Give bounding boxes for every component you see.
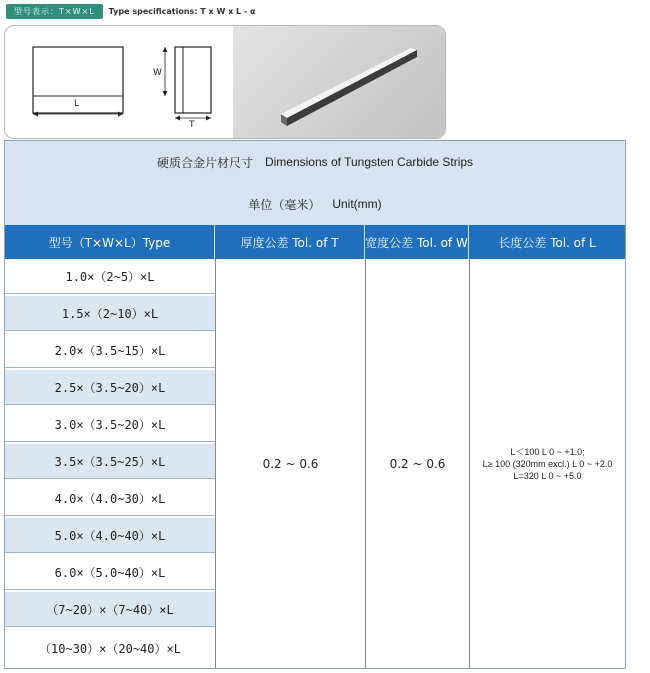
table-title-en: Dimensions of Tungsten Carbide Strips: [264, 155, 474, 169]
type-spec-label: Type specifications: T x W x L - α: [108, 6, 256, 16]
w-dimension-label: W: [153, 68, 162, 78]
strip-photo-svg: [233, 26, 445, 138]
strip-photo: [233, 26, 445, 138]
table-unit-en: Unit(mm): [332, 197, 382, 211]
l-dimension-label: L: [74, 99, 80, 109]
type-row: 5.0×（4.0~40）×L: [5, 518, 215, 553]
type-row: 3.0×（3.5~20）×L: [5, 407, 215, 442]
side-view-rect: [175, 47, 211, 113]
tol-l-cell: [469, 259, 625, 668]
t-dimension-label: T: [189, 120, 195, 130]
table-unit-cn: 单位（毫米）: [248, 197, 321, 212]
type-spec-bar: [6, 4, 256, 18]
strip-top-face: [281, 48, 417, 118]
type-row: 2.0×（3.5~15）×L: [5, 333, 215, 368]
type-row: 2.5×（3.5~20）×L: [5, 370, 215, 405]
tol-t-cell: [215, 259, 365, 668]
header-type: 型号（T×W×L）Type: [5, 225, 215, 259]
type-row: 1.5×（2~10）×L: [5, 296, 215, 331]
type-spec-badge: 型号表示：T×W×L: [6, 4, 103, 19]
dimensions-table: [4, 140, 626, 669]
tol-l-line: L＜100 L 0 ~ +1.0;: [510, 446, 585, 457]
table-title-row: [5, 141, 625, 184]
header-tol-w: 宽度公差 Tol. of W: [365, 225, 469, 259]
header-tol-t: 厚度公差 Tol. of T: [215, 225, 365, 259]
tol-w-value: 0.2 ~ 0.6: [389, 456, 446, 471]
table-title-cn: 硬质合金片材尺寸: [156, 155, 253, 170]
type-row: （7~20）×（7~40）×L: [5, 592, 215, 627]
tol-l-text: [483, 446, 613, 482]
type-row: 1.0×（2~5）×L: [5, 259, 215, 294]
tol-w-cell: [365, 259, 469, 668]
type-row: 6.0×（5.0~40）×L: [5, 555, 215, 590]
tol-l-line: L≥ 100 (320mm excl.) L 0 ~ +2.0: [482, 458, 613, 469]
type-row: 3.5×（3.5~25）×L: [5, 444, 215, 479]
strip-figure: [4, 25, 446, 139]
tol-l-line: L=320 L 0 ~ +5.0: [513, 470, 582, 481]
table-unit-row: [5, 183, 625, 225]
dimension-drawing: [5, 26, 233, 138]
header-tol-l: 长度公差 Tol. of L: [469, 225, 625, 259]
type-row: 4.0×（4.0~30）×L: [5, 481, 215, 516]
dimension-drawing-svg: [5, 26, 233, 138]
strip-side-face: [287, 50, 417, 126]
tol-t-value: 0.2 ~ 0.6: [262, 456, 319, 471]
type-row: （10~30）×（20~40）×L: [39, 642, 181, 656]
